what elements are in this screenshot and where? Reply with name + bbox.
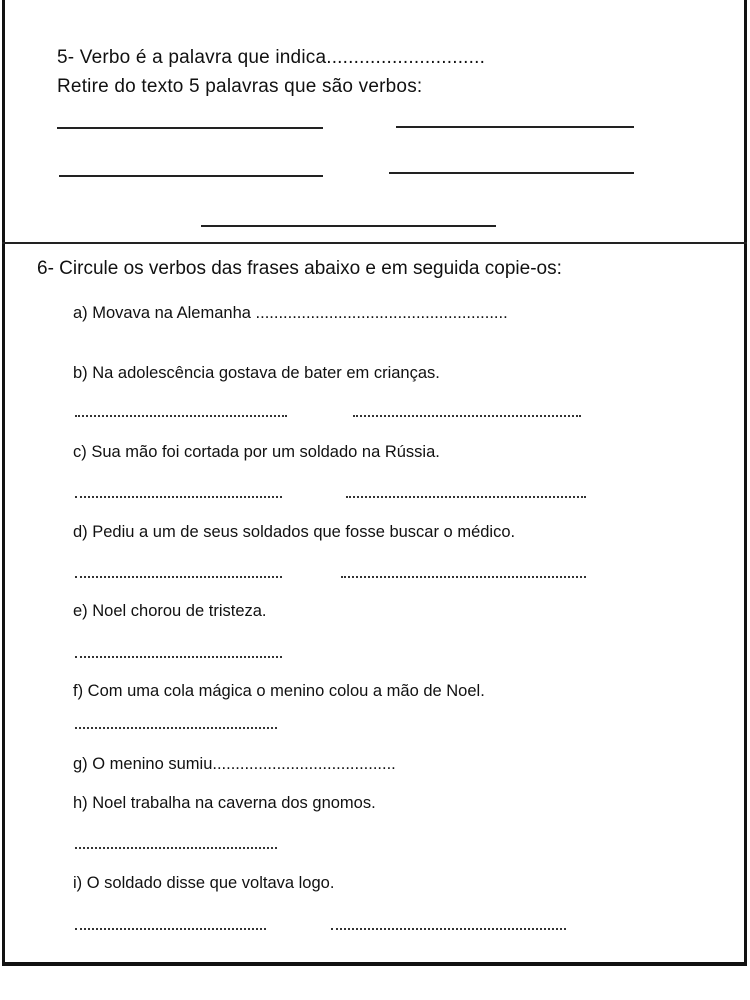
section-divider: [2, 242, 747, 244]
question-5-title: 5- Verbo é a palavra que indica.............................: [57, 47, 486, 68]
page-border-right: [744, 0, 747, 966]
answer-dots[interactable]: [346, 496, 586, 498]
item-c: c) Sua mão foi cortada por um soldado na Rússia.: [73, 443, 440, 461]
item-a: a) Movava na Alemanha .......................................................: [73, 304, 508, 322]
item-e: e) Noel chorou de tristeza.: [73, 602, 267, 620]
answer-dots[interactable]: [75, 928, 266, 930]
answer-dots[interactable]: [75, 727, 277, 729]
item-h: h) Noel trabalha na caverna dos gnomos.: [73, 794, 376, 812]
question-5-instruction: Retire do texto 5 palavras que são verbos:: [57, 76, 423, 97]
answer-dots[interactable]: [75, 496, 282, 498]
answer-line[interactable]: [59, 175, 323, 177]
answer-dots[interactable]: [341, 576, 586, 578]
answer-dots[interactable]: [331, 928, 566, 930]
item-i: i) O soldado disse que voltava logo.: [73, 874, 335, 892]
answer-line[interactable]: [389, 172, 634, 174]
answer-line[interactable]: [201, 225, 496, 227]
item-b: b) Na adolescência gostava de bater em crianças.: [73, 364, 440, 382]
question-6-title: 6- Circule os verbos das frases abaixo e em seguida copie-os:: [37, 258, 562, 279]
answer-line[interactable]: [57, 127, 323, 129]
answer-dots[interactable]: [75, 847, 277, 849]
answer-dots[interactable]: [75, 576, 282, 578]
answer-dots[interactable]: [75, 656, 282, 658]
item-f: f) Com uma cola mágica o menino colou a mão de Noel.: [73, 682, 485, 700]
answer-line[interactable]: [396, 126, 634, 128]
answer-dots[interactable]: [353, 415, 581, 417]
item-d: d) Pediu a um de seus soldados que fosse buscar o médico.: [73, 523, 516, 541]
page-border-left: [2, 0, 5, 966]
page-border-bottom: [2, 962, 747, 966]
item-g: g) O menino sumiu........................................: [73, 755, 396, 773]
answer-dots[interactable]: [75, 415, 287, 417]
